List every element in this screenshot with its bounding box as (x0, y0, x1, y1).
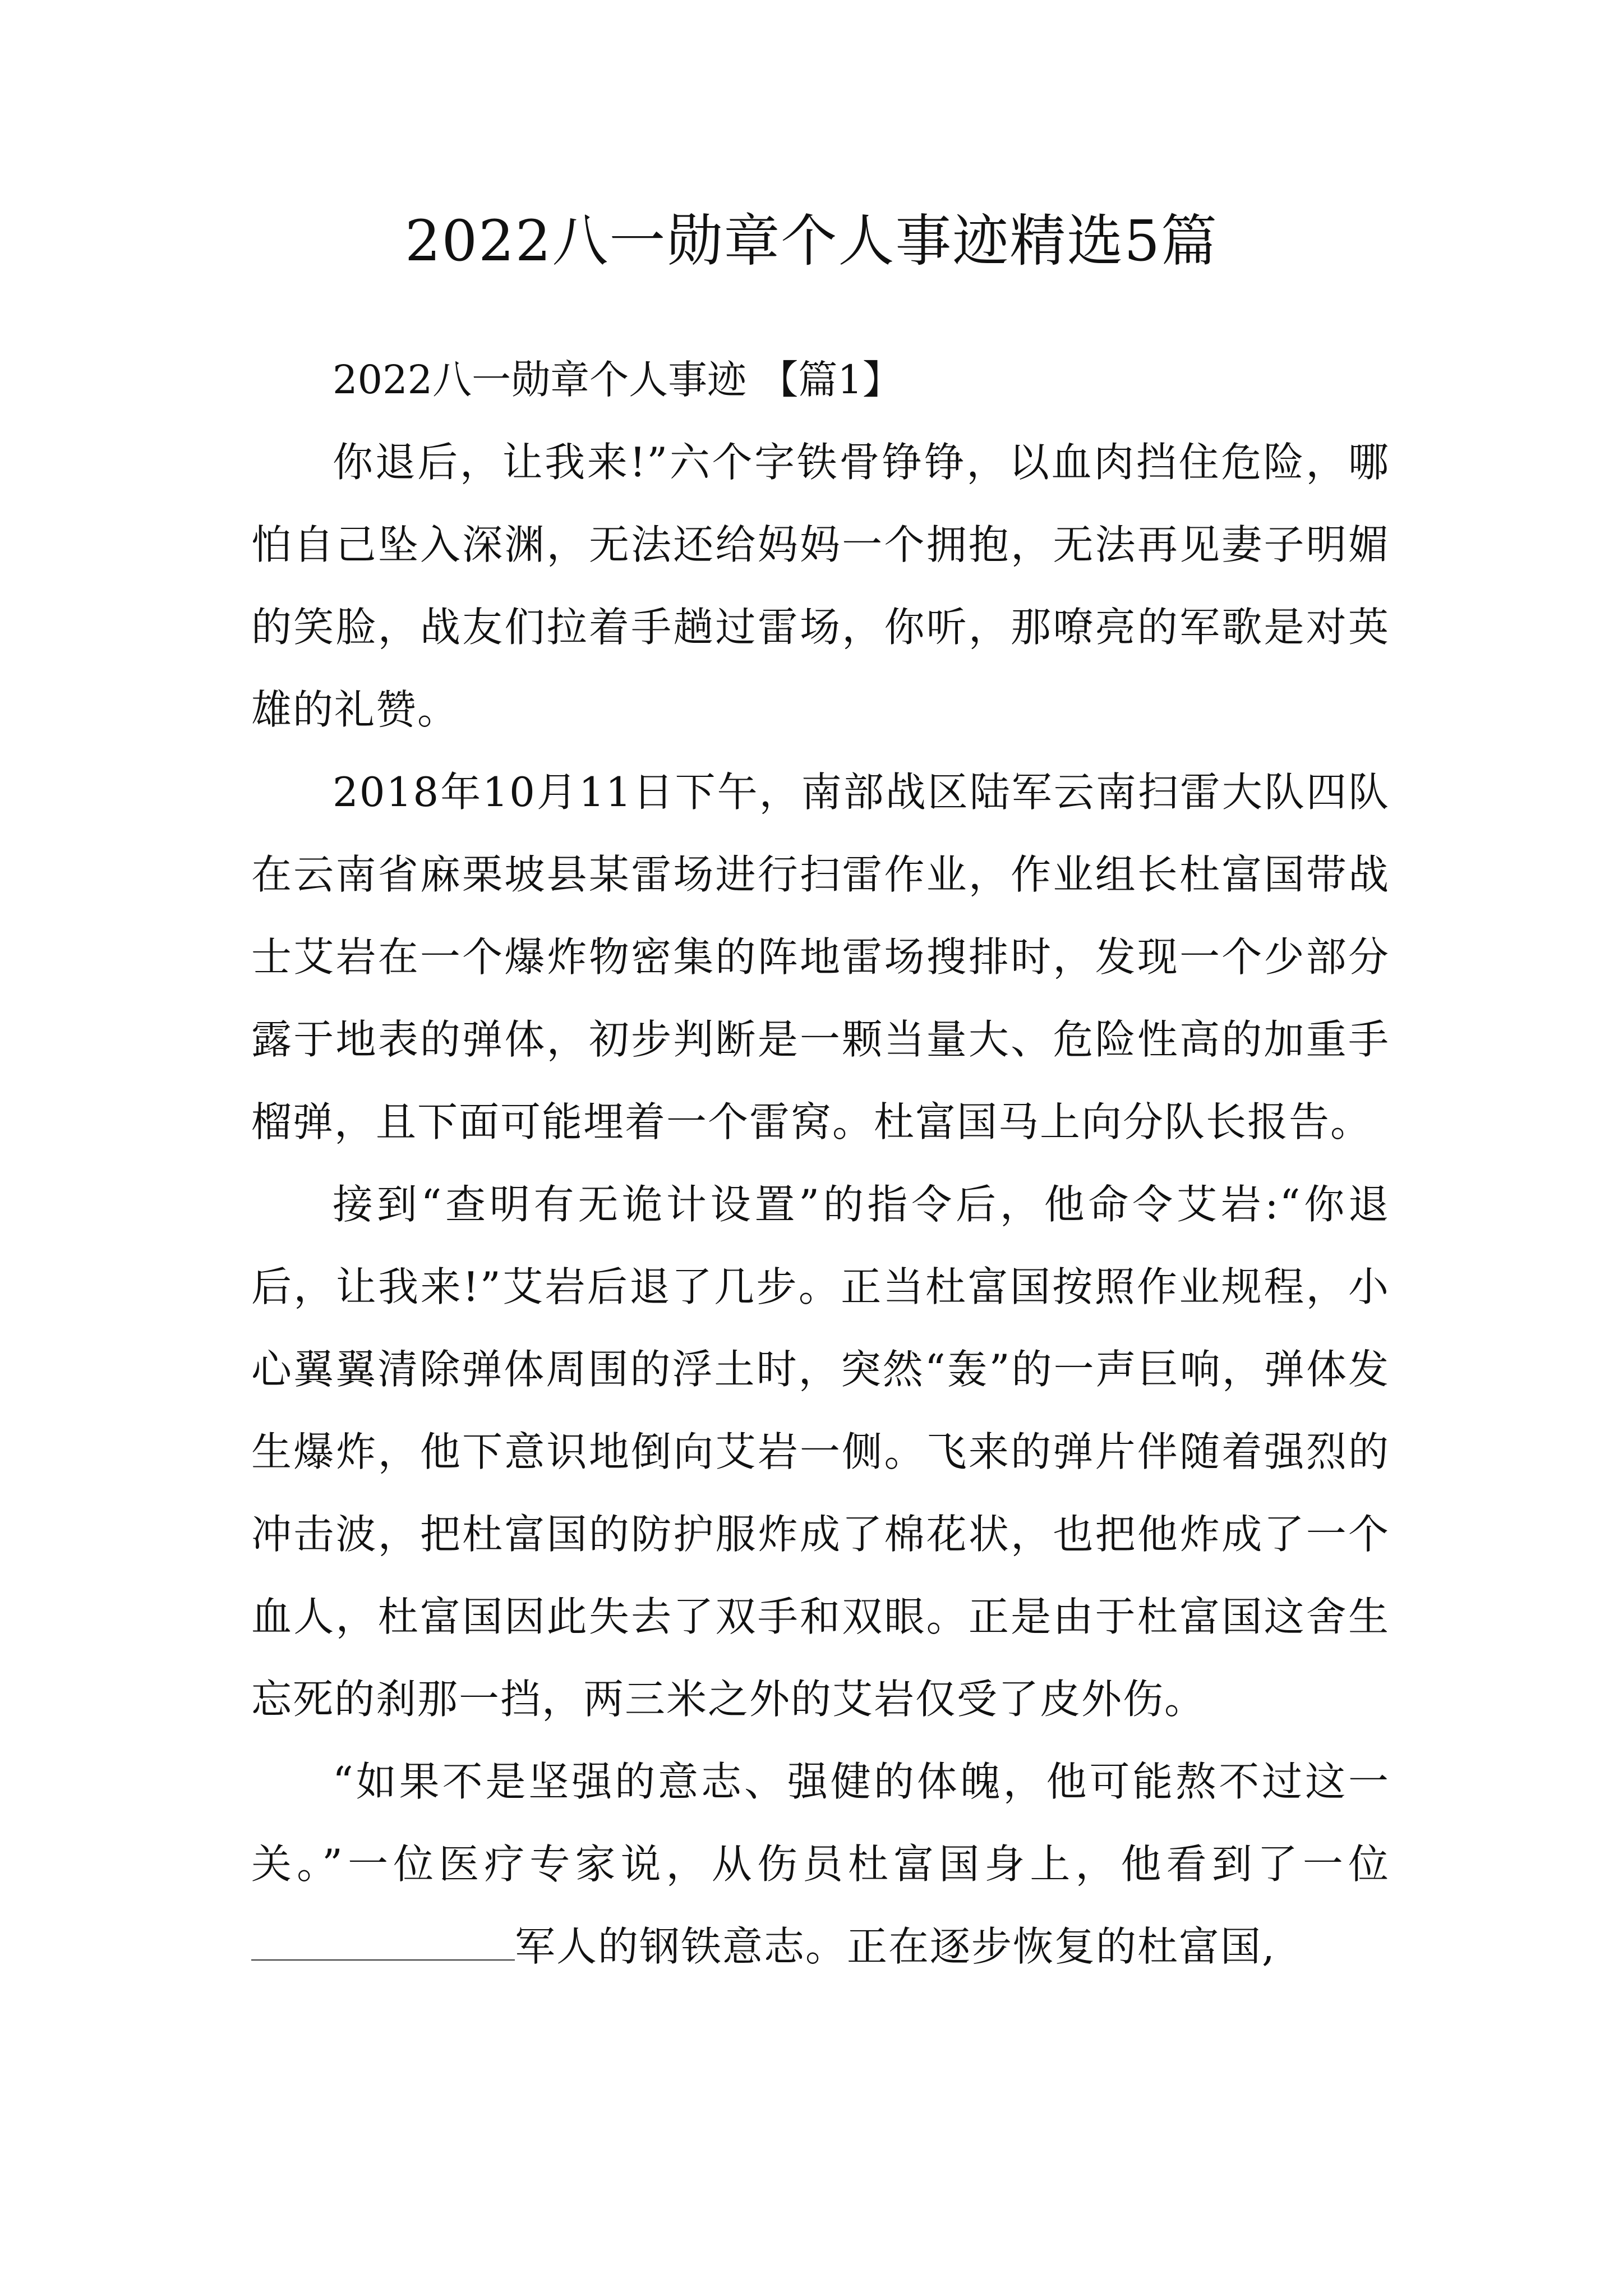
paragraph-text-after-blank: 军人的钢铁意志。正在逐步恢复的杜富国, (515, 1923, 1276, 1970)
paragraph: 2018年10月11日下午，南部战区陆军云南扫雷大队四队在云南省麻栗坡县某雷场进行扫雷作业，作业组长杜富国带战士艾岩在一个爆炸物密集的阵地雷场搜排时，发现一个少部分露于地表的弹体，初步判断是一颗当量大、危险性高的加重手榴弹，且下面可能埋着一个雷窝。杜富国马上向分队长报告。 (251, 769, 1390, 1145)
paragraph: 你退后，让我来!”六个字铁骨铮铮，以血肉挡住危险，哪怕自己坠入深渊，无法还给妈妈一个拥抱，无法再见妻子明媚的笑脸，战友们拉着手趟过雷场，你听，那嘹亮的军歌是对英雄的礼赞。 (251, 439, 1390, 733)
section-heading: 2022八一勋章个人事迹 【篇1】 (333, 357, 902, 403)
paragraph-text-before-blank: “如果不是坚强的意志、强健的体魄，他可能熬不过这一关。”一位医疗专家说，从伤员杜富国身上，他看到了一位 (251, 1758, 1390, 1888)
paragraph: 接到“查明有无诡计设置”的指令后，他命令艾岩:“你退后，让我来!”艾岩后退了几步。正当杜富国按照作业规程，小心翼翼清除弹体周围的浮土时，突然“轰”的一声巨响，弹体发生爆炸，他下意识地倒向艾岩一侧。飞来的弹片伴随着强烈的冲击波，把杜富国的防护服炸成了棉花状，也把他炸成了一个血人，杜富国因此失去了双手和双眼。正是由于杜富国这舍生忘死的刹那一挡，两三米之外的艾岩仅受了皮外伤。 (251, 1181, 1390, 1723)
document-body (251, 338, 1390, 1988)
document-title: 2022八一勋章个人事迹精选5篇 (404, 208, 1219, 274)
paragraph-with-blank (251, 1741, 1390, 1988)
fill-in-blank (251, 1926, 515, 1961)
